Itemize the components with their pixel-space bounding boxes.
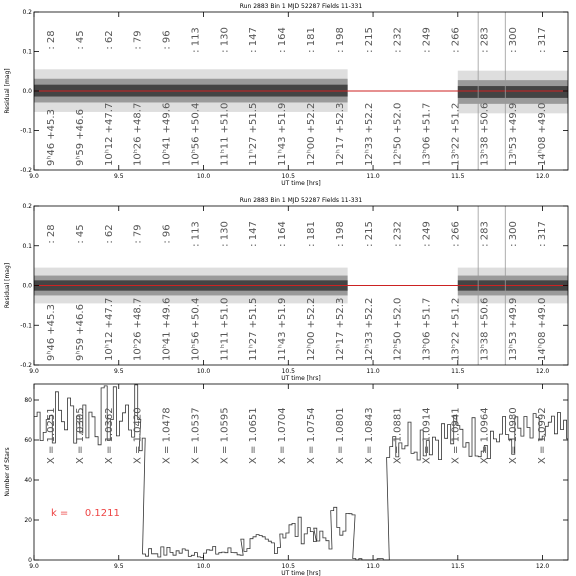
- coordinate-label: 12ʰ33 +52.2: [363, 102, 375, 166]
- coordinate-label: 10ʰ12 +47.7: [103, 102, 115, 166]
- coordinate-label: 11ʰ11 +51.0: [219, 297, 231, 361]
- y-tick-label: 80: [24, 397, 32, 404]
- airmass-label: X = 1.0704: [277, 407, 289, 464]
- x-axis-label: UT time [hrs]: [281, 180, 321, 187]
- field-marker-label: : 232: [392, 27, 404, 53]
- x-tick-label: 10.0: [196, 563, 211, 570]
- field-marker-label: : 181: [306, 221, 317, 247]
- x-axis-label: UT time [hrs]: [281, 375, 321, 382]
- field-marker-label: : 232: [392, 221, 404, 247]
- coordinate-label: 13ʰ53 +49.9: [508, 102, 520, 166]
- field-marker-label: : 130: [219, 221, 231, 247]
- x-tick-label: 11.5: [451, 368, 465, 375]
- coordinate-label: 11ʰ11 +51.0: [219, 102, 231, 166]
- field-marker-label: : 317: [537, 221, 549, 247]
- coordinate-label: 11ʰ43 +51.9: [277, 297, 289, 361]
- airmass-label: X = 1.0537: [190, 407, 202, 464]
- field-marker-label: : 62: [103, 30, 115, 50]
- coordinate-label: 13ʰ06 +51.7: [421, 102, 433, 166]
- x-tick-label: 10.5: [281, 368, 295, 375]
- x-tick-label: 9.0: [29, 563, 39, 570]
- field-marker-label: : 45: [74, 30, 86, 50]
- x-tick-label: 9.5: [113, 173, 124, 180]
- field-marker-label: : 164: [277, 221, 289, 247]
- field-marker-label: : 198: [334, 27, 346, 53]
- y-tick-label: -0.1: [20, 322, 32, 330]
- airmass-label: X = 1.0801: [334, 407, 346, 464]
- y-tick-label: 0.1: [22, 48, 32, 56]
- airmass-label: X = 1.0251: [46, 407, 57, 464]
- coordinate-label: 10ʰ41 +49.6: [161, 297, 173, 361]
- y-tick-label: 20: [24, 517, 32, 524]
- x-axis-label: UT time [hrs]: [281, 570, 321, 576]
- field-marker-label: : 62: [103, 224, 115, 244]
- y-tick-label: 60: [24, 437, 32, 444]
- x-tick-label: 10.0: [196, 368, 211, 375]
- x-tick-label: 10.5: [281, 563, 295, 570]
- x-tick-label: 9.0: [29, 368, 39, 375]
- x-tick-label: 12.0: [535, 173, 550, 180]
- field-marker-label: : 266: [450, 27, 462, 53]
- field-marker-label: : 164: [277, 27, 289, 53]
- chart-title: Run 2883 Bin 1 MJD 52287 Fields 11-331: [239, 197, 363, 204]
- field-marker-label: : 249: [421, 27, 433, 53]
- y-axis-label: Residual [mag]: [4, 68, 11, 114]
- coordinate-label: 12ʰ33 +52.2: [363, 297, 375, 361]
- field-marker-label: : 300: [508, 221, 520, 247]
- coordinate-label: 13ʰ06 +51.7: [421, 297, 433, 361]
- coordinate-label: 14ʰ08 +49.0: [537, 102, 549, 166]
- coordinate-label: 12ʰ50 +52.0: [392, 297, 404, 361]
- field-marker-label: : 28: [46, 30, 57, 50]
- field-marker-label: : 130: [219, 27, 231, 53]
- coordinate-label: 13ʰ22 +51.2: [450, 297, 462, 361]
- airmass-label: X = 1.0941: [450, 407, 462, 464]
- coordinate-label: 9ʰ59 +46.6: [74, 304, 86, 361]
- field-marker-label: : 96: [161, 224, 173, 244]
- airmass-label: X = 1.0651: [248, 407, 260, 464]
- field-marker-label: : 79: [132, 30, 144, 50]
- x-tick-label: 10.5: [281, 173, 295, 180]
- airmass-label: X = 1.0754: [306, 407, 317, 464]
- airmass-label: X = 1.0914: [421, 407, 433, 464]
- airmass-label: X = 1.0843: [363, 407, 375, 464]
- airmass-label: X = 1.0478: [161, 407, 173, 464]
- field-marker-label: : 147: [248, 27, 260, 53]
- airmass-label: X = 1.0595: [219, 407, 231, 464]
- y-axis-label: Number of Stars: [4, 447, 11, 497]
- y-tick-label: -0.2: [20, 362, 32, 369]
- airmass-label: X = 1.0881: [392, 407, 404, 464]
- airmass-label: X = 1.0420: [132, 407, 144, 464]
- coordinate-label: 12ʰ00 +52.2: [306, 297, 317, 361]
- y-tick-label: -0.2: [20, 167, 32, 174]
- x-tick-label: 9.5: [113, 563, 124, 570]
- coordinate-label: 10ʰ12 +47.7: [103, 297, 115, 361]
- panel-1: [4, 3, 568, 187]
- x-tick-label: 12.0: [535, 563, 550, 570]
- coordinate-label: 10ʰ26 +48.7: [132, 102, 144, 166]
- panel-2: [4, 197, 568, 382]
- coordinate-label: 10ʰ56 +50.4: [190, 297, 202, 361]
- y-tick-label: 0.1: [22, 242, 32, 250]
- coordinate-label: 14ʰ08 +49.0: [537, 297, 549, 361]
- airmass-label: X = 1.0964: [479, 407, 491, 464]
- coordinate-label: 13ʰ22 +51.2: [450, 102, 462, 166]
- field-marker-label: : 266: [450, 221, 462, 247]
- coordinate-label: 13ʰ53 +49.9: [508, 297, 520, 361]
- x-tick-label: 12.0: [535, 368, 550, 375]
- residual-band-dark: [458, 86, 568, 98]
- airmass-label: X = 1.0305: [74, 407, 86, 464]
- field-marker-label: : 79: [132, 224, 144, 244]
- field-marker-label: : 96: [161, 30, 173, 50]
- y-tick-label: 40: [24, 477, 32, 484]
- coordinate-label: 10ʰ41 +49.6: [161, 102, 173, 166]
- coordinate-label: 13ʰ38 +50.6: [479, 297, 491, 361]
- x-tick-label: 11.5: [451, 563, 465, 570]
- y-tick-label: 0.0: [22, 88, 32, 95]
- coordinate-label: 11ʰ27 +51.5: [248, 297, 260, 361]
- airmass-label: X = 1.0362: [103, 407, 115, 464]
- field-marker-label: : 249: [421, 221, 433, 247]
- field-marker-label: : 300: [508, 27, 520, 53]
- coordinate-label: 12ʰ50 +52.0: [392, 102, 404, 166]
- field-marker-label: : 113: [190, 27, 202, 53]
- x-tick-label: 10.0: [196, 173, 211, 180]
- field-marker-label: : 113: [190, 221, 202, 247]
- coordinate-label: 10ʰ26 +48.7: [132, 297, 144, 361]
- panel-3: [4, 384, 568, 576]
- y-axis-label: Residual [mag]: [4, 262, 11, 309]
- y-tick-label: 0.2: [22, 203, 32, 210]
- field-marker-label: : 28: [46, 224, 57, 244]
- y-tick-label: -0.1: [20, 127, 32, 135]
- field-marker-label: : 317: [537, 27, 549, 53]
- coordinate-label: 10ʰ56 +50.4: [190, 102, 202, 166]
- coordinate-label: 13ʰ38 +50.6: [479, 102, 491, 166]
- x-tick-label: 11.0: [366, 368, 380, 375]
- field-marker-label: : 181: [306, 27, 317, 53]
- chart-title: Run 2883 Bin 1 MJD 52287 Fields 11-331: [239, 3, 363, 10]
- coordinate-label: 12ʰ17 +52.3: [334, 102, 346, 166]
- x-tick-label: 9.5: [113, 368, 124, 375]
- y-tick-label: 0.2: [22, 9, 32, 16]
- coordinate-label: 11ʰ43 +51.9: [277, 102, 289, 166]
- airmass-label: X = 1.0980: [508, 407, 520, 464]
- x-tick-label: 11.0: [366, 563, 380, 570]
- airmass-label: X = 1.0992: [537, 407, 549, 464]
- field-marker-label: : 198: [334, 221, 346, 247]
- field-marker-label: : 147: [248, 221, 260, 247]
- k-value: 0.1211: [84, 508, 120, 519]
- field-marker-label: : 45: [74, 224, 86, 244]
- coordinate-label: 9ʰ59 +46.6: [74, 109, 86, 166]
- coordinate-label: 12ʰ17 +52.3: [334, 297, 346, 361]
- coordinate-label: 9ʰ46 +45.3: [46, 304, 57, 361]
- field-marker-label: : 215: [363, 27, 375, 53]
- field-marker-label: : 283: [479, 27, 491, 53]
- field-marker-label: : 215: [363, 221, 375, 247]
- x-tick-label: 9.0: [29, 173, 39, 180]
- x-tick-label: 11.0: [366, 173, 380, 180]
- coordinate-label: 11ʰ27 +51.5: [248, 102, 260, 166]
- y-tick-label: 0: [28, 557, 32, 564]
- k-label: k =: [50, 508, 69, 519]
- y-tick-label: 0.0: [22, 282, 32, 290]
- coordinate-label: 9ʰ46 +45.3: [46, 109, 57, 166]
- coordinate-label: 12ʰ00 +52.2: [306, 102, 317, 166]
- x-tick-label: 11.5: [451, 173, 465, 180]
- field-marker-label: : 283: [479, 221, 491, 247]
